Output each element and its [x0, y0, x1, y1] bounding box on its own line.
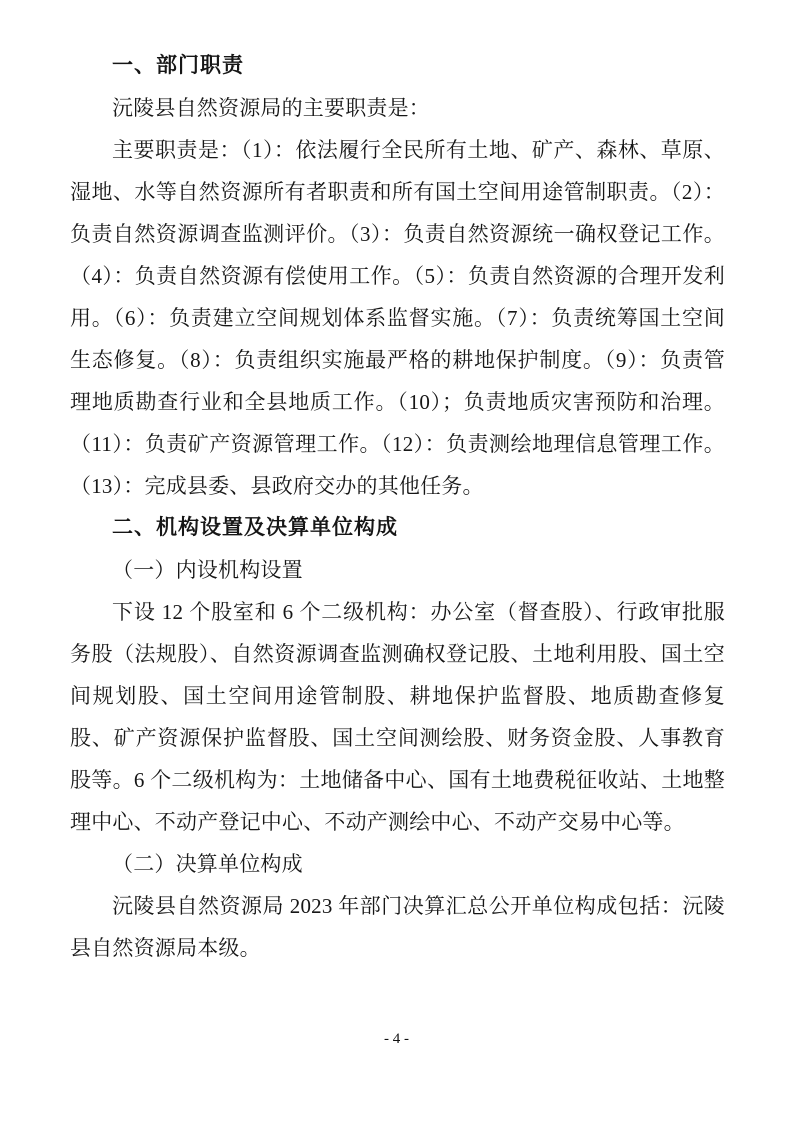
- heading-org-structure: 二、机构设置及决算单位构成: [112, 516, 398, 539]
- paragraph-internal-org-detail: 下设 12 个股室和 6 个二级机构：办公室（督查股）、行政审批服务股（法规股）、自然资源调查监测确权登记股、土地利用股、国土空间规划股、国土空间用途管制股、耕地保护监督股、地质勘查修复股、矿产资源保护监督股、国土空间测绘股、财务资金股、人事教育股等。6 个二级机构为：土地储备中心、国有土地费税征收站、土地整理中心、不动产登记中心、不动产测绘中心、不动产交易中心等。: [70, 600, 725, 834]
- page-number: - 4 -: [384, 1031, 409, 1047]
- paragraph-duties-intro: 沅陵县自然资源局的主要职责是：: [112, 96, 430, 120]
- subheading-unit-composition: （二）决算单位构成: [112, 852, 303, 876]
- paragraph-duties-list: 主要职责是：（1）：依法履行全民所有土地、矿产、森林、草原、湿地、水等自然资源所有者职责和所有国土空间用途管制职责。（2）：负责自然资源调查监测评价。（3）：负责自然资源统一确权登记工作。（4）：负责自然资源有偿使用工作。（5）：负责自然资源的合理开发利用。（6）：负责建立空间规划体系监督实施。（7）：负责统筹国土空间生态修复。（8）：负责组织实施最严格的耕地保护制度。（9）：负责管理地质勘查行业和全县地质工作。（10）；负责地质灾害预防和治理。（11）：负责矿产资源管理工作。（12）：负责测绘地理信息管理工作。（13）：完成县委、县政府交办的其他任务。: [70, 138, 725, 498]
- heading-department-duties: 一、部门职责: [112, 54, 244, 77]
- paragraph-unit-composition-detail: 沅陵县自然资源局 2023 年部门决算汇总公开单位构成包括：沅陵县自然资源局本级。: [70, 894, 725, 960]
- subheading-internal-org: （一）内设机构设置: [112, 558, 303, 582]
- document-body: [70, 45, 725, 969]
